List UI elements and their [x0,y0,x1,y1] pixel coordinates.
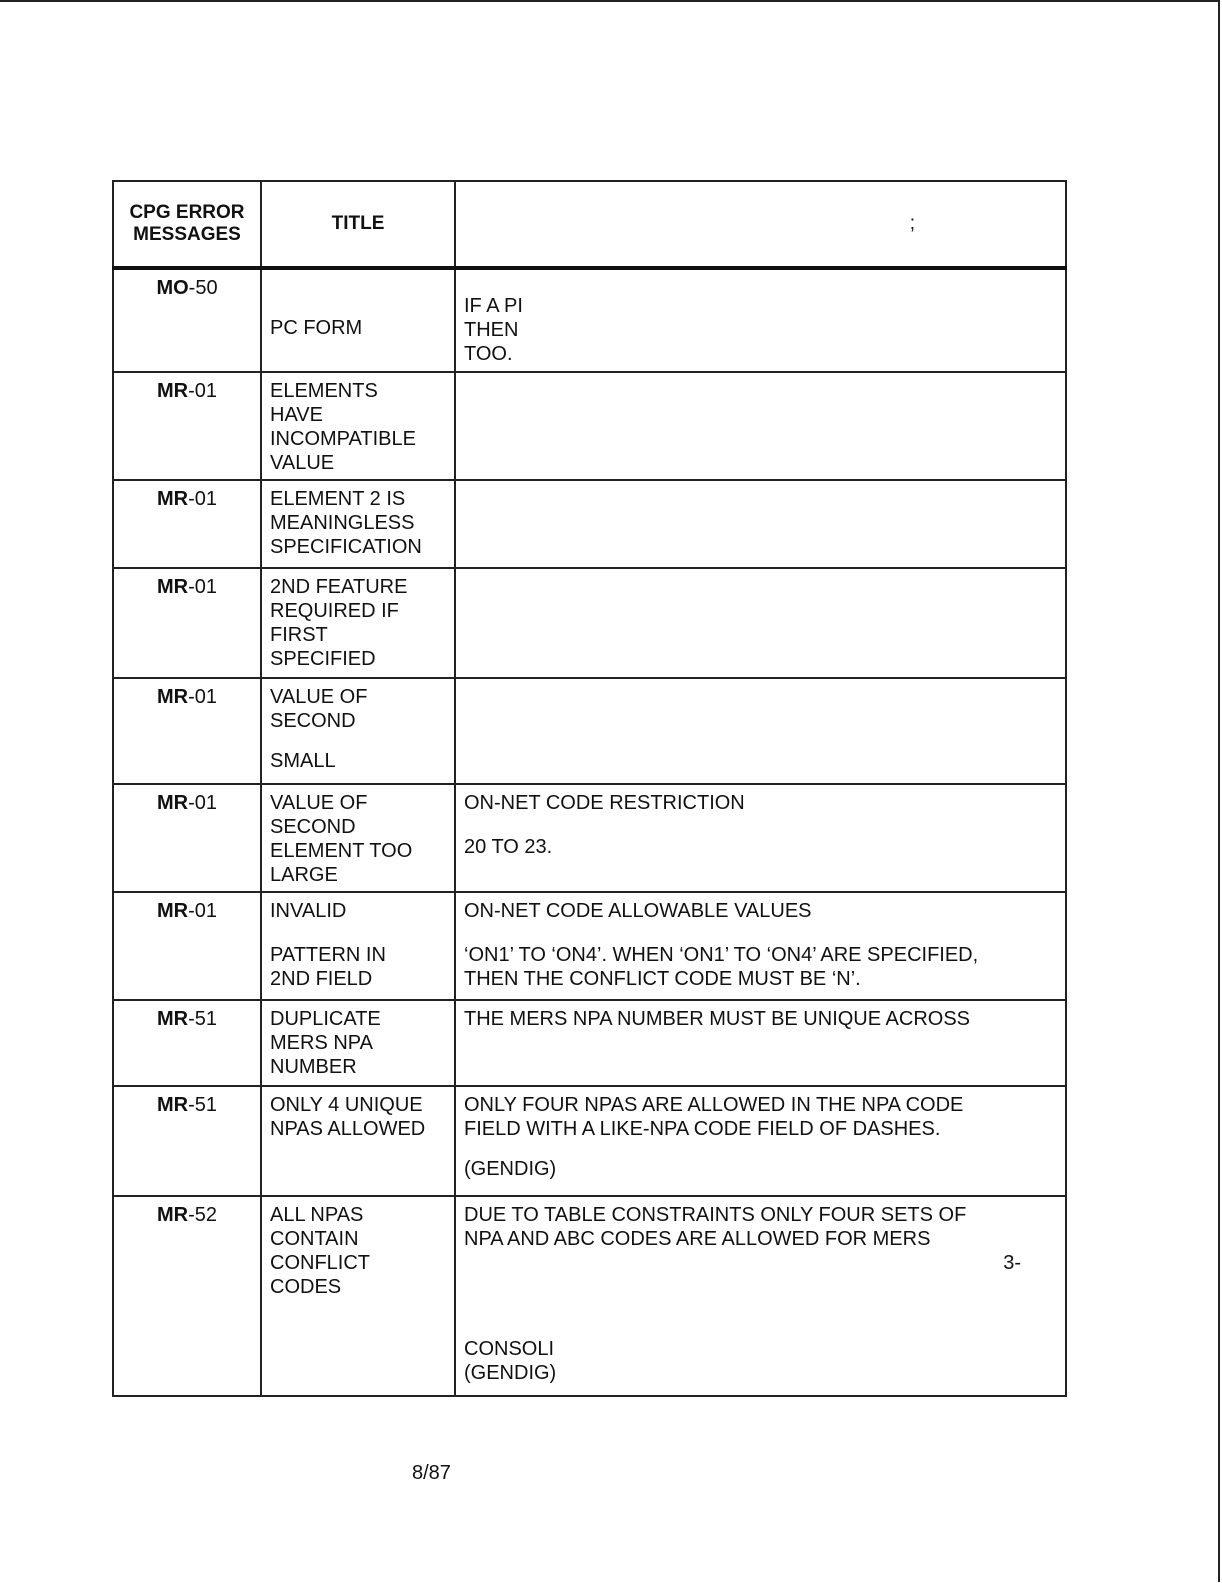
header-title: TITLE [261,181,455,268]
title-line: SPECIFIED [270,648,376,670]
code-prefix: MO [156,277,189,299]
error-code [113,892,261,1000]
error-code [113,1000,261,1086]
title-line: HAVE [270,404,323,426]
error-code [113,372,261,480]
error-code [113,784,261,892]
code-suffix: -01 [188,576,217,598]
title-line: SPECIFICATION [270,536,422,558]
code-suffix: -01 [188,900,217,922]
error-title [261,1196,455,1396]
code-prefix: MR [156,380,189,402]
error-code [113,1086,261,1196]
title-line: INVALID [270,900,347,922]
title-line: CODES [270,1276,342,1298]
error-title [261,372,455,480]
desc-line: ON-NET CODE RESTRICTION [464,792,745,814]
table-row [113,784,1066,892]
code-suffix: -50 [188,277,218,299]
error-description [455,1086,1066,1196]
title-line: CONTAIN [270,1228,359,1250]
code-prefix: MR [156,1204,189,1226]
error-title [261,678,455,784]
code-suffix: -01 [188,792,217,814]
error-description [455,568,1066,678]
error-code [113,268,261,372]
error-description [455,372,1066,480]
desc-line: TOO. [464,343,513,365]
table-row [113,1196,1066,1396]
table-row [113,1086,1066,1196]
table-row [113,678,1066,784]
error-title [261,892,455,1000]
error-title [261,268,455,372]
title-line: 2ND FIELD [270,968,373,990]
code-suffix: -52 [188,1204,217,1226]
table-row [113,1000,1066,1086]
page-date-footer: 8/87 [412,1462,451,1484]
code-suffix: -51 [188,1008,217,1030]
title-line: NUMBER [270,1056,357,1078]
code-suffix: -51 [188,1094,217,1116]
error-description [455,480,1066,568]
header-cpg-error-messages [113,181,261,268]
table-row [113,480,1066,568]
title-line: SECOND [270,710,356,732]
title-line: VALUE OF [270,686,368,708]
error-description [455,678,1066,784]
code-suffix: -01 [188,686,217,708]
title-line: REQUIRED IF [270,600,399,622]
error-title [261,784,455,892]
code-suffix: -01 [188,380,217,402]
table-row [113,892,1066,1000]
desc-line: CONSOLI [464,1338,555,1360]
code-prefix: MR [156,686,189,708]
desc-line: (GENDIG) [464,1158,557,1180]
title-line: MERS NPA [270,1032,373,1054]
title-line: DUPLICATE [270,1008,381,1030]
table-row [113,268,1066,372]
code-prefix: MR [156,488,189,510]
desc-line: (GENDIG) [464,1362,557,1384]
code-prefix: MR [156,1094,189,1116]
error-description [455,892,1066,1000]
desc-line: THEN THE CONFLICT CODE MUST BE ‘N’. [464,968,861,990]
desc-line: 20 TO 23. [464,836,553,858]
title-line: LARGE [270,864,338,886]
error-code [113,480,261,568]
code-prefix: MR [156,1008,189,1030]
title-line: PATTERN IN [270,944,386,966]
desc-line: NPA AND ABC CODES ARE ALLOWED FOR MERS [464,1228,931,1250]
error-title [261,1086,455,1196]
error-title [261,568,455,678]
title-line: ELEMENT 2 IS [270,488,406,510]
error-code [113,568,261,678]
error-title [261,480,455,568]
title-line: CONFLICT [270,1252,370,1274]
title-line: ALL NPAS [270,1204,364,1226]
table-header-row [113,181,1066,268]
title-line: SECOND [270,816,356,838]
desc-line: ONLY FOUR NPAS ARE ALLOWED IN THE NPA CODE [464,1094,964,1116]
page-ref: 3- [1003,1252,1021,1274]
error-description [455,1196,1066,1396]
title-line: INCOMPATIBLE [270,428,416,450]
error-description [455,268,1066,372]
title-line: 2ND FEATURE [270,576,408,598]
title-line: PC FORM [270,317,363,339]
desc-line: ‘ON1’ TO ‘ON4’. WHEN ‘ON1’ TO ‘ON4’ ARE SPECIFIED, [464,944,979,966]
desc-line: THE MERS NPA NUMBER MUST BE UNIQUE ACROSS [464,1008,971,1030]
title-line: NPAS ALLOWED [270,1118,426,1140]
title-line: MEANINGLESS [270,512,415,534]
table-row [113,372,1066,480]
header-line: CPG ERROR [129,202,245,223]
title-line: ELEMENTS [270,380,378,402]
title-line: FIRST [270,624,328,646]
error-message-table [112,180,1067,1397]
desc-line: FIELD WITH A LIKE-NPA CODE FIELD OF DASHES. [464,1118,941,1140]
title-line: VALUE OF [270,792,368,814]
desc-line: IF A PI [464,295,523,317]
error-code [113,1196,261,1396]
code-suffix: -01 [188,488,217,510]
desc-line: ON-NET CODE ALLOWABLE VALUES [464,900,812,922]
code-prefix: MR [156,900,189,922]
header-description [455,181,1066,268]
code-prefix: MR [156,576,189,598]
error-description [455,784,1066,892]
table-row [113,568,1066,678]
title-line: VALUE [270,452,335,474]
header-line: MESSAGES [133,224,241,245]
title-line: SMALL [270,750,336,772]
desc-line: THEN [464,319,519,341]
header-mark: ; [909,213,915,234]
code-prefix: MR [156,792,189,814]
title-line: ELEMENT TOO [270,840,413,862]
error-code [113,678,261,784]
error-description [455,1000,1066,1086]
desc-line: DUE TO TABLE CONSTRAINTS ONLY FOUR SETS OF [464,1204,967,1226]
title-line: ONLY 4 UNIQUE [270,1094,423,1116]
error-title [261,1000,455,1086]
